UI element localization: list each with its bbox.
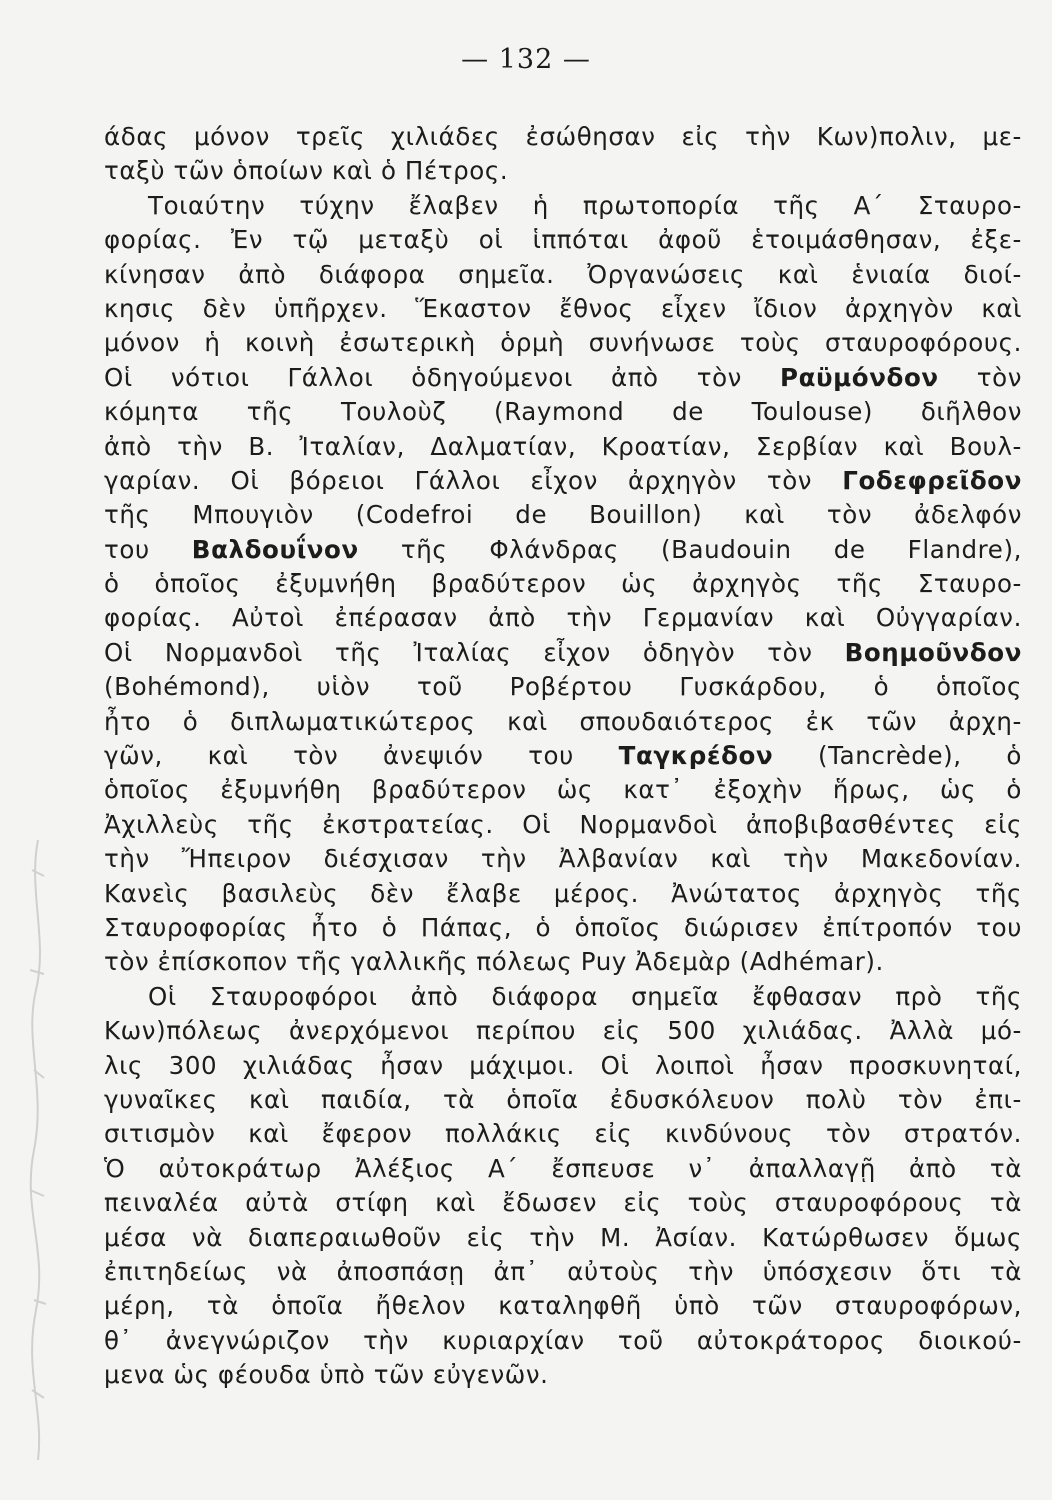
- text-line: μέρη, τὰ ὁποῖα ἤθελον καταληφθῆ ὑπὸ τῶν σταυροφόρων,: [104, 1291, 1022, 1321]
- text-line: Κων)πόλεως ἀνερχόμενοι περίπου εἰς 500 χιλιάδας. Ἀλλὰ μό-: [104, 1016, 1022, 1046]
- text-line: Ἀχιλλεὺς τῆς ἐκστρατείας. Οἱ Νορμανδοὶ ἀποβιβασθέντες εἰς: [104, 809, 1022, 839]
- text-line-segment: γῶν, καὶ τὸν ἀνεψιόν του: [104, 741, 619, 771]
- text-line: άδας μόνον τρεῖς χιλιάδες ἐσώθησαν εἰς τὴν Κων)πολιν, με-: [104, 122, 1022, 151]
- text-line: κόμητα τῆς Τουλοὺζ (Raymond de Toulouse) διῆλθον: [104, 397, 1022, 427]
- bold-name: Βοημοῦνδον: [844, 637, 1022, 667]
- bold-name: Βαλδουΐνον: [191, 534, 359, 564]
- body-text: [104, 120, 1022, 1392]
- text-line-segment: τῆς Φλάνδρας (Baudouin de Flandre),: [358, 534, 1022, 564]
- text-line: τῆς Μπουγιὸν (Codefroi de Bouillon) καὶ τὸν ἀδελφόν: [104, 500, 1022, 530]
- text-line: τὴν Ἤπειρον διέσχισαν τὴν Ἀλβανίαν καὶ τὴν Μακεδονίαν.: [104, 844, 1022, 874]
- text-line: μενα ὡς φέουδα ὑπὸ τῶν εὐγενῶν.: [104, 1360, 549, 1390]
- text-line: (Bohémond), υἱὸν τοῦ Ροβέρτου Γυσκάρδου, ὁ ὁποῖος: [104, 672, 1022, 702]
- text-line: ἦτο ὁ διπλωματικώτερος καὶ σπουδαιότερος ἐκ τῶν ἀρχη-: [104, 706, 1022, 736]
- text-line: Σταυροφορίας ἦτο ὁ Πάπας, ὁ ὁποῖος διώρισεν ἐπίτροπόν του: [104, 912, 1022, 942]
- text-line: γυναῖκες καὶ παιδία, τὰ ὁποῖα ἐδυσκόλευον πολὺ τὸν ἐπι-: [104, 1084, 1022, 1114]
- text-line-segment: τὸν: [938, 362, 1022, 392]
- text-line: [104, 361, 1022, 395]
- text-line: πειναλέα αὐτὰ στίφη καὶ ἔδωσεν εἰς τοὺς σταυροφόρους τὰ: [104, 1188, 1022, 1218]
- text-line-segment: γαρίαν. Οἱ βόρειοι Γάλλοι εἶχον ἀρχηγὸν τὸν: [104, 465, 843, 495]
- text-line: φορίας. Αὐτοὶ ἐπέρασαν ἀπὸ τὴν Γερμανίαν καὶ Οὐγγαρίαν.: [104, 603, 1022, 633]
- margin-handwriting: [18, 830, 58, 1470]
- text-line: μέσα νὰ διαπεραιωθοῦν εἰς τὴν Μ. Ἀσίαν. Κατώρθωσεν ὅμως: [104, 1222, 1022, 1252]
- text-line: κησις δὲν ὑπῆρχεν. Ἕκαστον ἔθνος εἶχεν ἴδιον ἀρχηγὸν καὶ: [104, 293, 1022, 323]
- text-line: [104, 739, 1022, 773]
- text-line: σιτισμὸν καὶ ἔφερον πολλάκις εἰς κινδύνους τὸν στρατόν.: [104, 1119, 1022, 1149]
- text-line-segment: Οἱ νότιοι Γάλλοι ὁδηγούμενοι ἀπὸ τὸν: [104, 362, 781, 392]
- text-line: Οἱ Σταυροφόροι ἀπὸ διάφορα σημεῖα ἔφθασαν πρὸ τῆς: [148, 981, 1022, 1011]
- text-line-segment: (Tancrède), ὁ: [773, 741, 1022, 771]
- text-line: Ὁ αὐτοκράτωρ Ἀλέξιος Α΄ ἔσπευσε ν᾿ ἀπαλλαγῇ ἀπὸ τὰ: [104, 1153, 1022, 1183]
- text-line: [104, 533, 1022, 567]
- text-line-segment: Οἱ Νορμανδοὶ τῆς Ἰταλίας εἶχον ὁδηγὸν τὸν: [104, 637, 845, 667]
- text-line: ἐπιτηδείως νὰ ἀποσπάσῃ ἀπ᾿ αὐτοὺς τὴν ὑπόσχεσιν ὅτι τὰ: [104, 1256, 1022, 1286]
- text-line: θ᾿ ἀνεγνώριζον τὴν κυριαρχίαν τοῦ αὐτοκράτορος διοικού-: [104, 1325, 1022, 1355]
- bold-name: Ταγκρέδον: [618, 741, 774, 771]
- text-line: [104, 636, 1022, 670]
- text-line: ὁ ὁποῖος ἐξυμνήθη βραδύτερον ὡς ἀρχηγὸς τῆς Σταυρο-: [104, 569, 1022, 599]
- text-line: ταξὺ τῶν ὁποίων καὶ ὁ Πέτρος.: [104, 156, 509, 186]
- text-line: λις 300 χιλιάδας ἦσαν μάχιμοι. Οἱ λοιποὶ ἦσαν προσκυνηταί,: [104, 1050, 1022, 1080]
- bold-name: Γοδεφρεῖδον: [842, 465, 1022, 495]
- text-line: [104, 464, 1022, 498]
- text-line-segment: του: [104, 534, 192, 564]
- text-line: Κανεὶς βασιλεὺς δὲν ἔλαβε μέρος. Ἀνώτατος ἀρχηγὸς τῆς: [104, 878, 1022, 908]
- text-line: μόνον ἡ κοινὴ ἐσωτερικὴ ὁρμὴ συνήνωσε τοὺς σταυροφόρους.: [104, 328, 1022, 358]
- bold-name: Ραϋμόνδον: [780, 362, 939, 392]
- text-line: φορίας. Ἐν τῷ μεταξὺ οἱ ἱππόται ἀφοῦ ἑτοιμάσθησαν, ἐξε-: [104, 225, 1022, 255]
- text-line: Τοιαύτην τύχην ἔλαβεν ἡ πρωτοπορία τῆς Α΄ Σταυρο-: [148, 190, 1022, 220]
- text-line: ἀπὸ τὴν Β. Ἰταλίαν, Δαλματίαν, Κροατίαν, Σερβίαν καὶ Βουλ-: [104, 431, 1022, 461]
- text-line: τὸν ἐπίσκοπον τῆς γαλλικῆς πόλεως Puy Ἀδεμὰρ (Adhémar).: [104, 947, 884, 977]
- text-line: ὁποῖος ἐξυμνήθη βραδύτερον ὡς κατ᾿ ἐξοχὴν ἥρως, ὡς ὁ: [104, 775, 1022, 805]
- text-line: κίνησαν ἀπὸ διάφορα σημεῖα. Ὀργανώσεις καὶ ἑνιαία διοί-: [104, 259, 1022, 289]
- page-number: — 132 —: [461, 44, 591, 75]
